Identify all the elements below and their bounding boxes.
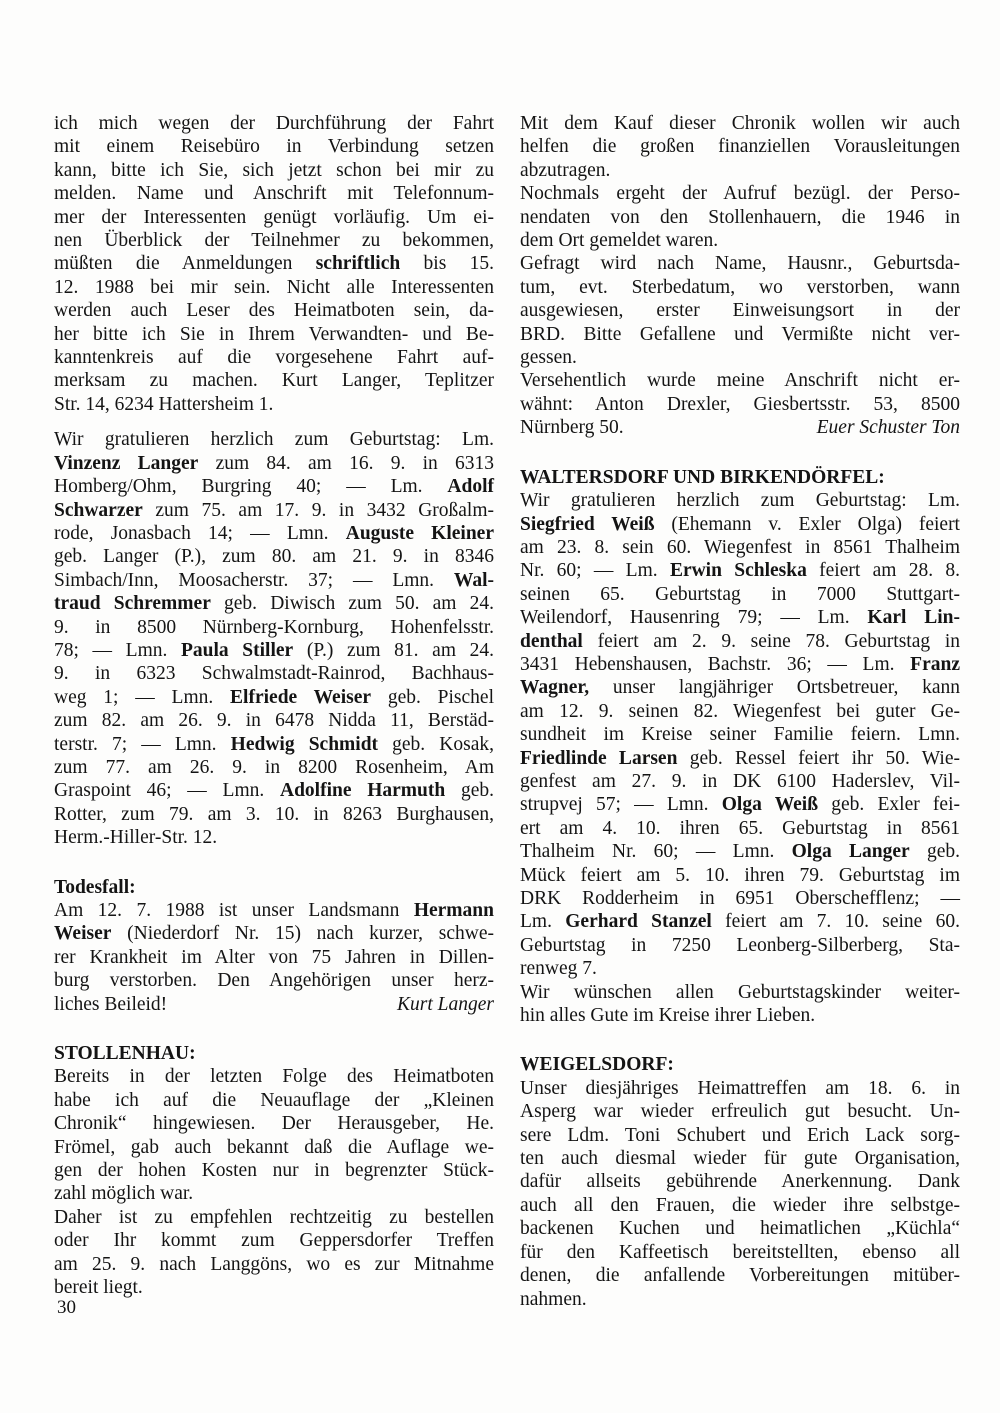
- text-line: [520, 606, 960, 629]
- text-line: [520, 393, 960, 416]
- text-segment: hin alles Gute im Kreise ihrer Lieben.: [520, 1005, 816, 1027]
- left-column: [54, 112, 494, 1311]
- text-segment: nen Überblick der Teilnehmer zu bekommen,: [54, 230, 494, 252]
- text-line: [54, 803, 494, 826]
- text-line: [520, 513, 960, 536]
- text-segment: zum 82. am 26. 9. in 6478 Nidda 11, Berstäd-: [54, 710, 494, 732]
- section-heading: WEIGELSDORF:: [520, 1054, 674, 1076]
- text-line: [54, 1276, 494, 1299]
- text-segment: BRD. Bitte Gefallene und Vermißte nicht ver-: [520, 323, 960, 345]
- text-segment: Chronik“ hingewiesen. Der Herausgeber, He.: [54, 1113, 494, 1135]
- text-line: [520, 793, 960, 816]
- paragraph: [54, 428, 494, 849]
- text-line: [520, 489, 960, 512]
- section-heading: STOLLENHAU:: [54, 1043, 196, 1065]
- text-line: [54, 182, 494, 205]
- text-segment: ten auch diesmal wieder für gute Organisation,: [520, 1148, 960, 1170]
- text-segment: Nochmals ergeht der Aufruf bezügl. der Perso-: [520, 183, 960, 205]
- text-line: [54, 616, 494, 639]
- text-line: [54, 826, 494, 849]
- text-line: [54, 452, 494, 475]
- paragraph: [520, 489, 960, 981]
- text-line: [520, 1217, 960, 1240]
- text-segment: weg 1; — Lmn.: [54, 686, 231, 708]
- text-segment: Kurt Langer: [397, 993, 494, 1015]
- right-column: [520, 112, 960, 1311]
- text-segment: melden. Name und Anschrift mit Telefonnum-: [54, 183, 494, 205]
- text-segment: ausgewiesen, erster Einweisungsort in der: [520, 300, 960, 322]
- text-line: [520, 1004, 960, 1027]
- text-segment: Euer Schuster Ton: [816, 417, 960, 439]
- text-segment: Geburtstag in 7250 Leonberg-Silberberg, Sta-: [520, 934, 960, 956]
- text-line: [54, 112, 494, 135]
- text-segment: liches Beileid!: [54, 993, 168, 1015]
- text-segment: zahl möglich war.: [54, 1183, 194, 1205]
- text-line: [520, 1264, 960, 1287]
- text-line: [520, 1241, 960, 1264]
- text-segment: Olga Weiß: [721, 794, 819, 816]
- text-line: [54, 1136, 494, 1159]
- text-line: [54, 1182, 494, 1205]
- text-segment: Wir wünschen allen Geburtstagskinder weiter-: [520, 981, 960, 1003]
- text-segment: Versehentlich wurde meine Anschrift nicht er-: [520, 370, 960, 392]
- text-segment: Unser diesjähriges Heimattreffen am 18. 6. in: [520, 1077, 960, 1099]
- text-line: [54, 709, 494, 732]
- text-segment: 9. in 8500 Nürnberg-Kornburg, Hohenfelsstr.: [54, 616, 494, 638]
- text-segment: Vinzenz Langer: [54, 452, 199, 474]
- text-segment: Hedwig Schmidt: [230, 733, 379, 755]
- text-line: [54, 592, 494, 615]
- text-line: [520, 770, 960, 793]
- text-segment: geb. Ressel feiert ihr 50. Wie-: [677, 747, 960, 769]
- text-line: [54, 946, 494, 969]
- text-line: [54, 779, 494, 802]
- text-line: [520, 299, 960, 322]
- text-line: [520, 934, 960, 957]
- text-segment: 9. in 6323 Schwalmstadt-Rainrod, Bachhaus-: [54, 663, 494, 685]
- text-segment: Gerhard Stanzel: [565, 911, 712, 933]
- text-line: [520, 1077, 960, 1100]
- text-segment: nahmen.: [520, 1288, 587, 1310]
- text-line: [520, 416, 960, 439]
- text-line: [520, 323, 960, 346]
- section-heading: Todesfall:: [54, 876, 136, 898]
- text-segment: bereit liegt.: [54, 1277, 143, 1299]
- text-line: [54, 899, 494, 922]
- paragraph: [520, 112, 960, 182]
- text-line: [54, 756, 494, 779]
- text-segment: Daher ist zu empfehlen rechtzeitig zu bestellen: [54, 1206, 494, 1228]
- text-segment: ert am 4. 10. ihren 65. Geburtstag in 8561: [520, 817, 960, 839]
- paragraph: [520, 369, 960, 439]
- text-line: [520, 910, 960, 933]
- text-segment: schriftlich: [315, 253, 401, 275]
- text-line: [54, 733, 494, 756]
- text-segment: Simbach/Inn, Moosacherstr. 37; — Lmn.: [54, 569, 454, 591]
- text-line: [520, 1170, 960, 1193]
- text-line: [54, 369, 494, 392]
- text-line: [54, 1159, 494, 1182]
- text-segment: tum, evt. Sterbedatum, wo verstorben, wann: [520, 276, 960, 298]
- text-segment: werden auch Leser des Heimatboten sein, da-: [54, 300, 494, 322]
- page-number: 30: [57, 1297, 76, 1318]
- text-segment: (Niederdorf Nr. 15) nach kurzer, schwe-: [111, 923, 494, 945]
- text-line: [520, 630, 960, 653]
- text-line: [520, 817, 960, 840]
- text-segment: Rotter, zum 79. am 3. 10. in 8263 Burghausen,: [54, 803, 494, 825]
- text-segment: Wal-: [453, 569, 494, 591]
- text-segment: Olga Langer: [791, 841, 910, 863]
- text-segment: backenen Kuchen und heimatlichen „Küchla“: [520, 1218, 960, 1240]
- text-segment: gessen.: [520, 347, 577, 369]
- text-segment: Gefragt wird nach Name, Hausnr., Geburtsda-: [520, 253, 960, 275]
- text-segment: Mit dem Kauf dieser Chronik wollen wir auch: [520, 113, 960, 134]
- text-segment: Graspoint 46; — Lmn.: [54, 780, 280, 802]
- text-line: [520, 840, 960, 863]
- text-line: [54, 969, 494, 992]
- text-line: [54, 662, 494, 685]
- paragraph: [520, 182, 960, 252]
- text-line: [54, 639, 494, 662]
- text-segment: Wir gratulieren herzlich zum Geburtstag: Lm.: [520, 490, 960, 512]
- paragraph: [54, 1065, 494, 1205]
- text-segment: am 23. 8. sein 60. Wiegenfest in 8561 Thalheim: [520, 536, 960, 558]
- paragraph: [54, 1206, 494, 1300]
- text-segment: rode, Jonasbach 14; — Lmn.: [54, 522, 346, 544]
- text-segment: Karl Lin-: [867, 607, 960, 629]
- text-segment: bis 15.: [400, 253, 494, 275]
- text-line: [520, 276, 960, 299]
- text-segment: (P.) zum 81. am 24.: [293, 639, 495, 661]
- text-line: [54, 569, 494, 592]
- section-heading: WALTERSDORF UND BIRKENDÖRFEL:: [520, 466, 885, 488]
- text-segment: Am 12. 7. 1988 ist unser Landsmann: [54, 900, 414, 921]
- text-segment: Lm.: [520, 911, 566, 933]
- text-segment: dafür allseits gebührende Anerkennung. Dank: [520, 1171, 960, 1193]
- text-segment: seinen 65. Geburtstag in 7000 Stuttgart-: [520, 583, 960, 605]
- text-segment: geb. Kosak,: [378, 733, 494, 755]
- text-segment: Auguste Kleiner: [345, 522, 494, 544]
- paragraph: [520, 981, 960, 1028]
- text-line: [520, 252, 960, 275]
- text-line: [520, 723, 960, 746]
- text-segment: oder Ihr kommt zum Geppersdorfer Treffen: [54, 1230, 494, 1252]
- text-line: [54, 276, 494, 299]
- text-line: [520, 676, 960, 699]
- text-segment: denthal: [520, 630, 583, 652]
- text-segment: kanntenkreis auf die vorgesehene Fahrt auf-: [54, 347, 494, 369]
- text-segment: 12. 1988 bei mir sein. Nicht alle Interessenten: [54, 276, 494, 298]
- text-segment: Mück feiert am 5. 10. ihren 79. Geburtstag im: [520, 864, 960, 886]
- text-segment: am 25. 9. nach Langgöns, wo es zur Mitnahme: [54, 1253, 494, 1275]
- text-segment: gen der hohen Kosten nur in begrenzter Stück-: [54, 1160, 494, 1182]
- text-segment: Frömel, gab auch bekannt daß die Auflage we-: [54, 1136, 494, 1158]
- text-line: [520, 583, 960, 606]
- text-line: [54, 475, 494, 498]
- text-line: [54, 135, 494, 158]
- text-segment: dem Ort gemeldet waren.: [520, 230, 719, 252]
- text-line: [520, 536, 960, 559]
- text-segment: Nürnberg 50.: [520, 417, 624, 439]
- text-segment: müßten die Anmeldungen: [54, 253, 316, 275]
- text-line: [54, 206, 494, 229]
- paragraph: [520, 252, 960, 369]
- text-segment: geb. Diwisch zum 50. am 24.: [210, 593, 494, 615]
- text-line: [520, 346, 960, 369]
- text-segment: Paula Stiller: [181, 639, 294, 661]
- text-line: [54, 499, 494, 522]
- text-segment: Elfriede Weiser: [230, 686, 372, 708]
- text-line: [520, 112, 960, 135]
- text-segment: DRK Rodderheim in 6951 Oberschefflenz; —: [520, 888, 960, 909]
- text-segment: burg verstorben. Den Angehörigen unser herz-: [54, 970, 494, 992]
- text-segment: feiert am 2. 9. seine 78. Geburtstag in: [582, 630, 960, 652]
- text-segment: Hermann: [413, 900, 494, 921]
- text-line: [520, 206, 960, 229]
- text-segment: Herm.-Hiller-Str. 12.: [54, 827, 218, 849]
- text-line: [54, 1253, 494, 1276]
- text-line: [54, 545, 494, 568]
- text-line: [54, 299, 494, 322]
- text-line: [54, 159, 494, 182]
- text-line: [520, 182, 960, 205]
- text-segment: Wir gratulieren herzlich zum Geburtstag: Lm.: [54, 429, 494, 451]
- text-line: [54, 323, 494, 346]
- text-line: [520, 1100, 960, 1123]
- text-segment: zum 77. am 26. 9. in 8200 Rosenheim, Am: [54, 756, 494, 778]
- text-segment: Erwin Schleska: [669, 560, 807, 582]
- text-segment: abzutragen.: [520, 159, 611, 181]
- text-line: [54, 522, 494, 545]
- text-segment: zum 84. am 16. 9. in 6313: [198, 452, 494, 474]
- text-segment: Wagner,: [520, 677, 590, 699]
- text-segment: renweg 7.: [520, 958, 597, 980]
- text-segment: Weilendorf, Hausenring 79; — Lm.: [520, 607, 868, 629]
- text-line: [520, 700, 960, 723]
- text-segment: [520, 416, 624, 439]
- text-line: [520, 369, 960, 392]
- text-line: [520, 887, 960, 910]
- text-line: [54, 1206, 494, 1229]
- text-line: [54, 993, 494, 1016]
- text-segment: [54, 993, 167, 1016]
- text-line: [520, 747, 960, 770]
- text-segment: Friedlinde Larsen: [520, 747, 678, 769]
- text-segment: geb. Pischel: [371, 686, 494, 708]
- text-line: [54, 229, 494, 252]
- text-segment: sere Ldm. Toni Schubert und Erich Lack sorg-: [520, 1124, 960, 1146]
- text-line: [520, 1147, 960, 1170]
- text-line: [520, 559, 960, 582]
- text-segment: unser langjähriger Ortsbetreuer, kann: [589, 677, 960, 699]
- text-segment: auch all den Frauen, die wieder ihre selbstge-: [520, 1194, 960, 1216]
- text-segment: genfest am 27. 9. in DK 6100 Haderslev, Vil-: [520, 770, 960, 792]
- paragraph: [54, 112, 494, 416]
- text-segment: Thalheim Nr. 60; — Lmn.: [520, 841, 792, 863]
- text-segment: Siegfried Weiß: [520, 513, 655, 535]
- text-segment: nendaten von den Stollenhauern, die 1946 in: [520, 206, 960, 228]
- paragraph: [520, 1077, 960, 1311]
- text-segment: helfen die großen finanziellen Vorausleitungen: [520, 136, 960, 158]
- text-segment: traud Schremmer: [54, 593, 211, 615]
- text-line: [520, 864, 960, 887]
- text-segment: 78; — Lmn.: [54, 639, 181, 661]
- text-line: [54, 428, 494, 451]
- text-segment: Asperg war wieder erfreulich gut besucht. Un-: [520, 1101, 960, 1123]
- text-segment: wähnt: Anton Drexler, Giesbertsstr. 53, 8500: [520, 393, 960, 415]
- text-segment: sundheit im Kreise seiner Familie feiern. Lmn.: [520, 724, 960, 746]
- text-segment: geb. Exler fei-: [818, 794, 960, 816]
- text-segment: (Ehemann v. Exler Olga) feiert: [654, 513, 960, 535]
- text-line: [520, 1194, 960, 1217]
- text-segment: ich mich wegen der Durchführung der Fahrt: [54, 113, 494, 134]
- text-segment: 3431 Hebenshausen, Bachstr. 36; — Lm.: [520, 653, 911, 675]
- text-line: [54, 346, 494, 369]
- text-line: [54, 1229, 494, 1252]
- text-segment: Adolfine Harmuth: [279, 780, 446, 802]
- text-segment: zum 75. am 17. 9. in 3432 Großalm-: [142, 499, 494, 521]
- text-line: [54, 393, 494, 416]
- text-segment: Schwarzer: [54, 499, 143, 521]
- text-line: [520, 229, 960, 252]
- text-segment: merksam zu machen. Kurt Langer, Teplitzer: [54, 370, 494, 392]
- text-line: [520, 159, 960, 182]
- text-segment: Bereits in der letzten Folge des Heimatboten: [54, 1066, 494, 1088]
- text-segment: kann, bitte ich Sie, sich jetzt schon bei mir zu: [54, 159, 494, 181]
- text-segment: Adolf: [447, 476, 494, 498]
- text-segment: strupvej 57; — Lmn.: [520, 794, 722, 816]
- text-segment: Homberg/Ohm, Burgring 40; — Lm.: [54, 476, 448, 498]
- text-segment: Franz: [910, 653, 960, 675]
- text-segment: mit einem Reisebüro in Verbindung setzen: [54, 136, 494, 158]
- paragraph: [54, 899, 494, 1016]
- text-line: [520, 981, 960, 1004]
- text-line: [54, 252, 494, 275]
- text-segment: terstr. 7; — Lmn.: [54, 733, 231, 755]
- text-line: [54, 686, 494, 709]
- text-segment: für den Kaffeetisch bereitstellten, ebenso all: [520, 1241, 960, 1263]
- text-segment: Nr. 60; — Lm.: [520, 560, 670, 582]
- text-line: [520, 135, 960, 158]
- text-segment: geb.: [909, 841, 960, 863]
- text-line: [520, 957, 960, 980]
- text-line: [54, 1065, 494, 1088]
- text-segment: her bitte ich Sie in Ihrem Verwandten- und Be-: [54, 323, 494, 345]
- text-line: [54, 1089, 494, 1112]
- text-segment: Str. 14, 6234 Hattersheim 1.: [54, 393, 274, 415]
- text-line: [520, 1124, 960, 1147]
- text-line: [520, 653, 960, 676]
- text-line: [520, 1288, 960, 1311]
- text-line: [54, 922, 494, 945]
- text-segment: mer der Interessenten genügt vorläufig. Um ei-: [54, 206, 494, 228]
- text-segment: feiert am 7. 10. seine 60.: [711, 911, 961, 933]
- text-segment: geb.: [445, 780, 495, 802]
- text-segment: rer Krankheit im Alter von 75 Jahren in Dillen-: [54, 946, 494, 968]
- text-segment: habe ich auf die Neuauflage der „Kleinen: [54, 1089, 494, 1111]
- text-segment: geb. Langer (P.), zum 80. am 21. 9. in 8346: [54, 546, 494, 568]
- text-segment: feiert am 28. 8.: [806, 560, 960, 582]
- text-segment: am 12. 9. seinen 82. Wiegenfest bei guter Ge-: [520, 700, 960, 722]
- text-line: [54, 1112, 494, 1135]
- text-segment: Weiser: [54, 923, 112, 945]
- text-segment: denen, die anfallende Vorbereitungen mitüber-: [520, 1265, 960, 1287]
